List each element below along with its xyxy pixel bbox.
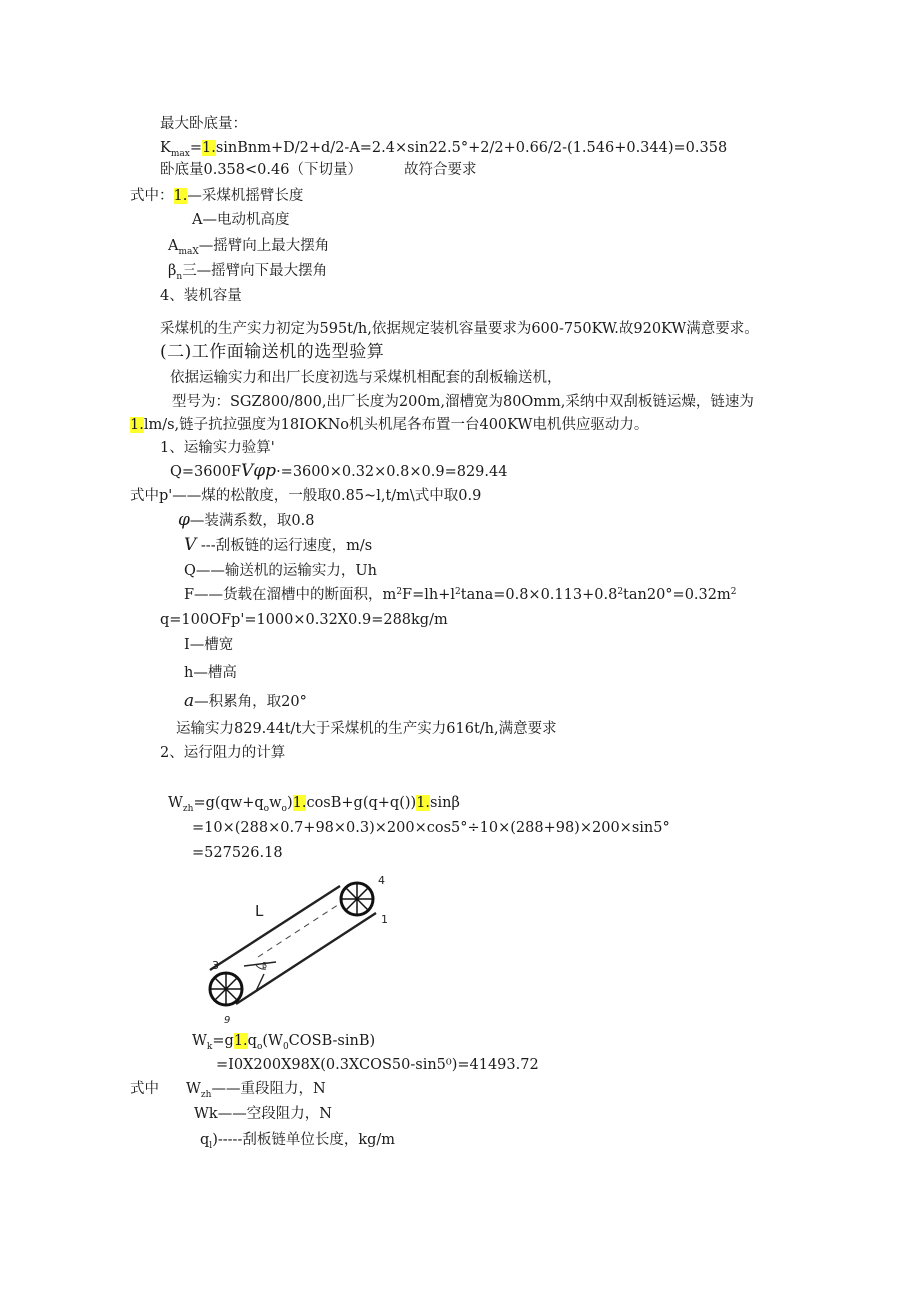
symbol: a bbox=[184, 691, 195, 711]
conveyor-top-edge bbox=[210, 886, 340, 970]
text-line: q=100OFp'=1000×0.32X0.9=288kg/m bbox=[160, 612, 448, 628]
formula-text: F=lh+l bbox=[402, 587, 456, 603]
label-3: 3 bbox=[212, 959, 219, 972]
symbol: q bbox=[200, 1132, 210, 1148]
formula-wzh bbox=[168, 793, 460, 815]
text-line: Q——输送机的运输实力，Uh bbox=[184, 563, 377, 579]
text-line: =10×(288×0.7+98×0.3)×200×cos5°÷10×(288+98)×200×sin5° bbox=[192, 820, 670, 836]
text-line: =527526.18 bbox=[192, 845, 283, 861]
section-heading: (二)工作面输送机的选型验算 bbox=[160, 342, 385, 362]
label-9: 9 bbox=[224, 1015, 231, 1026]
text-line bbox=[184, 535, 372, 556]
symbol: A bbox=[168, 238, 179, 254]
symbol: β bbox=[168, 263, 177, 279]
superscript: 2 bbox=[396, 587, 403, 597]
definition-text: )-----刮板链单位长度，kg/m bbox=[212, 1132, 396, 1148]
subscript: n bbox=[176, 272, 183, 282]
formula-wk bbox=[192, 1031, 375, 1053]
text-line: 故符合要求 bbox=[404, 162, 477, 178]
subscript: o bbox=[256, 1042, 263, 1052]
formula-text: COSB-sinB) bbox=[288, 1033, 376, 1049]
symbol: V bbox=[184, 535, 197, 555]
text-line bbox=[178, 510, 314, 531]
label-1: 1 bbox=[381, 913, 388, 926]
formula-text: (W bbox=[262, 1033, 283, 1049]
superscript: 2 bbox=[455, 587, 461, 597]
formula-q bbox=[170, 461, 507, 482]
drive-wheel-head bbox=[341, 883, 373, 915]
formula-text: w bbox=[269, 795, 282, 811]
definition-text: ---刮板链的运行速度，m/s bbox=[196, 538, 373, 554]
highlight: 1. bbox=[233, 1033, 248, 1049]
label: 式中 bbox=[130, 1081, 159, 1097]
text-line: 1、运输实力验算' bbox=[160, 440, 275, 456]
formula-text: =g(qw+q bbox=[193, 795, 264, 811]
subscript: o bbox=[263, 804, 270, 814]
text-line: 最大卧底量： bbox=[160, 116, 247, 132]
text-line: 卧底量0.358<0.46（下切量） bbox=[160, 162, 362, 178]
angle-baseline bbox=[244, 962, 276, 966]
formula-text: Q=3600F bbox=[170, 464, 241, 480]
subscript: k bbox=[206, 1042, 213, 1052]
text-line: 型号为：SGZ800/800,出厂长度为200m,溜槽宽为80Omm,采纳中双刮板链运燥，链速为 bbox=[172, 394, 754, 410]
conveyor-diagram bbox=[200, 866, 410, 1026]
text-line: 运输实力829.44t/t大于采煤机的生产实力616t/h,满意要求 bbox=[176, 721, 557, 737]
body-text: lm/s,链子抗拉强度为18IOKNo机头机尾各布置一台400KW电机供应驱动力。 bbox=[143, 417, 649, 433]
drive-wheel-tail bbox=[210, 973, 242, 1005]
text-line: I—槽宽 bbox=[184, 637, 234, 653]
label-L: L bbox=[255, 902, 264, 920]
highlight: 1. bbox=[201, 140, 216, 156]
highlight: 1. bbox=[416, 795, 431, 811]
symbol: W bbox=[186, 1081, 201, 1097]
text-line bbox=[130, 415, 648, 435]
subscript: l bbox=[209, 1141, 213, 1151]
subscript: o bbox=[281, 804, 287, 814]
superscript: 2 bbox=[617, 587, 624, 597]
formula-text: cosB+g(q+q()) bbox=[306, 795, 417, 811]
text-line bbox=[130, 186, 303, 206]
highlight: 1. bbox=[173, 188, 188, 204]
text-line bbox=[184, 691, 307, 712]
text-line bbox=[168, 261, 327, 283]
subscript: max bbox=[170, 149, 190, 159]
text-line: h—槽高 bbox=[184, 665, 237, 681]
text-line bbox=[186, 1079, 326, 1101]
symbol: W bbox=[168, 795, 183, 811]
text-line bbox=[200, 1130, 395, 1152]
formula-text: tana=0.8×0.113+0.8 bbox=[460, 587, 618, 603]
formula-text: ·=3600×0.32×0.8×0.9=829.44 bbox=[276, 464, 508, 480]
subscript: maX bbox=[178, 247, 199, 257]
text-line: 式中p'——煤的松散度，一般取0.85~l,t/m\式中取0.9 bbox=[130, 488, 482, 504]
text-line: Wk——空段阻力，N bbox=[194, 1106, 332, 1122]
label-beta: β bbox=[262, 961, 268, 970]
subscript: zh bbox=[182, 804, 194, 814]
text-line: 依据运输实力和出厂长度初选与采煤机相配套的刮板输送机， bbox=[170, 370, 562, 386]
text-line: A—电动机高度 bbox=[192, 212, 290, 228]
symbol: K bbox=[160, 140, 171, 156]
text-line bbox=[130, 1079, 159, 1099]
formula-text: ) bbox=[286, 795, 293, 811]
subscript: zh bbox=[200, 1090, 212, 1100]
definition-text: F——货载在溜槽中的断面积，m bbox=[184, 587, 397, 603]
definition-text: —摇臂向上最大摆角 bbox=[198, 238, 330, 254]
formula-text: sinBnm+D/2+d/2-A=2.4×sin22.5°+2/2+0.66/2-(1.546+0.344)=0.358 bbox=[215, 140, 728, 156]
subscript: 0 bbox=[282, 1042, 289, 1052]
formula-kmax bbox=[160, 138, 727, 160]
definition-text: 三—摇臂向下最大摆角 bbox=[182, 263, 328, 279]
text-line: 采煤机的生产实力初定为595t/h,依据规定装机容量要求为600-750KW.故920KW满意要求。 bbox=[160, 321, 759, 337]
highlight: 1. bbox=[130, 417, 144, 433]
formula-text: q bbox=[247, 1033, 257, 1049]
label: 式中： bbox=[130, 188, 174, 204]
centerline bbox=[258, 897, 350, 957]
text-line: 4、装机容量 bbox=[160, 288, 242, 304]
definition-text: —积累角，取20° bbox=[194, 694, 307, 710]
superscript: 2 bbox=[730, 587, 737, 597]
text-line bbox=[168, 236, 329, 258]
text-line: =I0X200X98X(0.3XCOS50-sin5⁰)=41493.72 bbox=[216, 1057, 539, 1073]
label-4: 4 bbox=[378, 874, 385, 887]
definition-text: —装满系数，取0.8 bbox=[189, 513, 315, 529]
formula-text: =g bbox=[212, 1033, 234, 1049]
symbol: Vφp bbox=[241, 461, 277, 481]
highlight: 1. bbox=[292, 795, 307, 811]
symbol: W bbox=[192, 1033, 207, 1049]
formula-text: tan20°=0.32m bbox=[623, 587, 731, 603]
symbol: φ bbox=[178, 510, 190, 530]
definition-text: —采煤机摇臂长度 bbox=[187, 188, 304, 204]
text-line: 2、运行阻力的计算 bbox=[160, 745, 286, 761]
text-line bbox=[184, 585, 736, 607]
symbol: = bbox=[189, 140, 202, 156]
formula-text: sinβ bbox=[430, 795, 460, 811]
definition-text: ——重段阻力，N bbox=[211, 1081, 326, 1097]
